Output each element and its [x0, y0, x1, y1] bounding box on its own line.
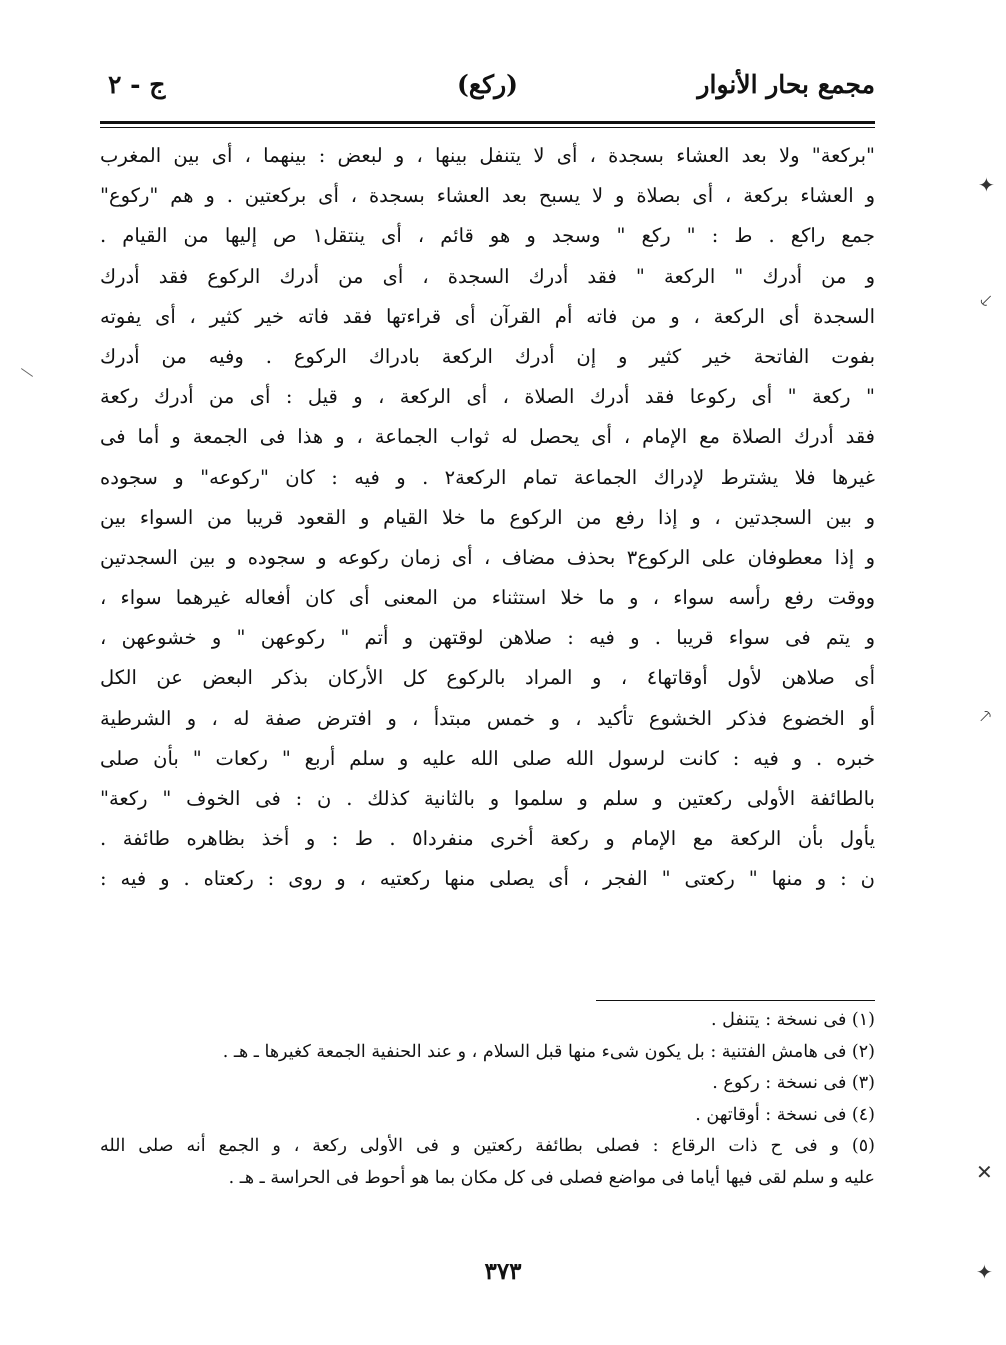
body-text	[100, 136, 875, 900]
footnote-5: (٥) و فى ح ذات الرقاع : فصلى بطائفة ركعتين و فى الأولى ركعة ، و الجمع أنه صلى الله	[100, 1136, 875, 1156]
footnote-2: (٢) فى هامش الفتنية : بل يكون شىء منها قبل السلام ، و عند الحنفية الجمعة كغيرها ـ هـ .	[222, 1041, 875, 1062]
entry-word: (ركع)	[457, 70, 518, 99]
footnote-separator	[596, 1000, 875, 1001]
footnotes	[100, 1005, 875, 1194]
text-line: غيرها فلا يشترط لإدراك الجماعة تمام الركعة٢ . و فيه : كان "ركوعه" و سجوده	[100, 465, 875, 489]
margin-cross-icon: ✕	[976, 1160, 993, 1184]
margin-hook-icon: ⸕	[978, 703, 993, 727]
text-line: أو الخضوع فذكر الخشوع تأكيد ، و خمس مبتدأ ، و افترض صفة له ، و الشرطية	[100, 706, 875, 730]
text-line: و يتم فى سواء قريبا . و فيه : صلاهن لوقتهن و أتم " ركوعهن " و خشوعهن ،	[100, 626, 875, 650]
footnote-5-continued: عليه و سلم لقى فيها أياما فى مواضع فصلى فى كل مكان بما هو أحوط فى الحراسة ـ هـ .	[228, 1167, 875, 1188]
text-line: و من أدرك " الركعة " فقد أدرك السجدة ، أى من أدرك الركوع فقد أدرك	[100, 264, 875, 288]
text-line: بالطائفة الأولى ركعتين و سلم و سلموا و بالثانية كذلك . ن : فى الخوف " ركعة"	[100, 787, 875, 810]
text-line: و إذا معطوفان على الركوع٣ بحذف مضاف ، أى زمان ركوعه و سجوده و بين السجدتين	[100, 545, 875, 569]
text-line: فقد أدرك الصلاة مع الإمام ، أى يحصل له ثواب الجماعة ، و هذا فى الجمعة و أما فى	[100, 425, 875, 449]
margin-hook-icon: ⸔	[978, 288, 993, 312]
header-rule-thin	[100, 127, 875, 128]
text-line: بفوت الفاتحة خير كثير و إن أدرك الركعة بادراك الركوع . وفيه من أدرك	[100, 344, 875, 368]
margin-scratch-mark	[21, 368, 33, 377]
text-line: ووقت رفع رأسه سواء ، و ما خلا استثناء من المعنى أى كان أفعاله غيرهما سواء ،	[100, 586, 875, 610]
book-title: مجمع بحار الأنوار	[697, 70, 875, 99]
text-line: يأول بأن الركعة مع الإمام و ركعة أخرى منفردا٥ . ط : و أخذ بظاهره طائفة .	[100, 827, 875, 851]
text-line: "بركعة" ولا بعد العشاء بسجدة ، أى لا يتنفل بينها ، و لبعض : بينهما ، أى بين المغرب	[100, 144, 875, 167]
footnote-3: (٣) فى نسخة : ركوع .	[712, 1073, 875, 1093]
volume-label: ج - ٢	[108, 70, 166, 99]
margin-star-icon: ✦	[976, 1260, 993, 1284]
text-line: خبره . و فيه : كانت لرسول الله صلى الله عليه و سلم أربع " ركعات " بأن صلى	[100, 746, 875, 770]
text-line: " ركعة " أى ركوعا فقد أدرك الصلاة ، أى الركعة ، و قيل : أى من أدرك ركعة	[100, 385, 875, 409]
text-line: السجدة أى الركعة ، و من فاته أم القرآن أى قراءتها فقد فاته خير كثير ، أى يفوته	[100, 304, 875, 328]
text-line: و العشاء بركعة ، أى بصلاة و لا يسبح بعد العشاء بسجدة ، أى بركعتين . و هم "ركوع"	[100, 184, 875, 208]
text-line: جمع راكع . ط : " ركع " وسجد و هو قائم ، أى ينتقل١ ص إليها من القيام .	[100, 224, 875, 248]
text-line: و بين السجدتين ، و إذا رفع من الركوع ما خلا القيام و القعود قريبا من السواء بين	[100, 505, 875, 529]
footnote-1: (١) فى نسخة : يتنفل .	[711, 1010, 875, 1030]
text-line: ن : و منها " ركعتى " الفجر ، أى يصلى منها ركعتيه ، و روى : ركعتاه . و فيه :	[100, 867, 875, 891]
running-header	[100, 70, 875, 120]
text-line: أى صلاهن لأول أوقاتها٤ ، و المراد بالركوع كل الأركان بذكر البعض عن الكل	[100, 666, 875, 690]
footnote-4: (٤) فى نسخة : أوقاتهن .	[695, 1104, 875, 1125]
header-rule-thick	[100, 121, 875, 124]
margin-star-icon: ✦	[978, 173, 995, 197]
page-number: ٣٧٣	[484, 1258, 522, 1285]
